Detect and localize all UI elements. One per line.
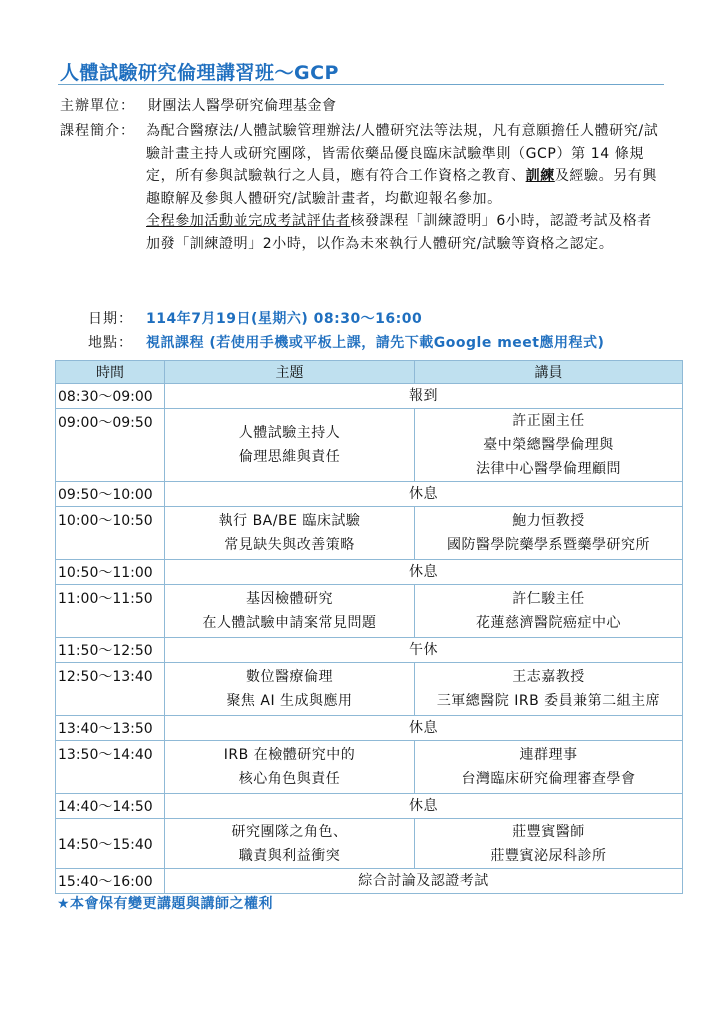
time-cell: 09:50～10:00 <box>56 482 165 507</box>
time-cell: 10:50～11:00 <box>56 560 165 585</box>
header-time: 時間 <box>56 361 165 384</box>
location-label: 地點： <box>88 335 133 351</box>
intro-p2-b: 核發課程「訓練證明」6小時，認證考試及格者加發「訓練證明」2小時，以作為未來執行人體研究/試驗等資格之認定。 <box>146 213 652 252</box>
intro-paragraph-2 <box>146 210 666 255</box>
time-cell: 11:00～11:50 <box>56 585 165 638</box>
speaker-line: 許正園主任 <box>512 413 585 429</box>
table-row <box>56 741 683 794</box>
organizer-value: 財團法人醫學研究倫理基金會 <box>148 98 337 114</box>
disclaimer-note: ★本會保有變更講題與講師之權利 <box>57 896 274 912</box>
table-row <box>56 819 683 869</box>
topic-line: 人體試驗主持人 <box>238 425 341 441</box>
intro-label: 課程簡介： <box>60 123 135 139</box>
topic-line: 研究團隊之角色、 <box>231 823 348 840</box>
intro-p1-a: 為配合醫療法/人體試驗管理辦法/人體研究法等法規，凡有意願擔任人體研究/試驗計畫主持人或研究團隊，皆需依藥品優良臨床試驗準則（GCP）第 14 條規定，所有參與試驗執行之人員，應有符合工作資格之教育、 <box>146 123 659 184</box>
intro-p2-underlined: 全程參加活動並完成考試評估者 <box>146 213 351 229</box>
span-cell: 休息 <box>165 482 683 507</box>
topic-cell <box>165 741 415 794</box>
header-topic: 主題 <box>165 361 415 384</box>
speaker-cell <box>415 409 683 482</box>
topic-cell <box>165 819 415 869</box>
speaker-line: 許仁駿主任 <box>512 591 585 607</box>
schedule-table <box>55 360 683 894</box>
time-cell: 13:50～14:40 <box>56 741 165 794</box>
table-row <box>56 409 683 482</box>
span-cell: 休息 <box>165 794 683 819</box>
time-cell: 14:40～14:50 <box>56 794 165 819</box>
topic-cell <box>165 507 415 560</box>
span-cell: 午休 <box>165 638 683 663</box>
span-cell: 綜合討論及認證考試 <box>165 869 683 894</box>
location-row <box>88 332 604 354</box>
topic-line: 核心角色與責任 <box>238 771 341 787</box>
time-cell: 10:00～10:50 <box>56 507 165 560</box>
table-row <box>56 869 683 894</box>
topic-line: 倫理思維與責任 <box>238 449 341 465</box>
topic-line: 數位醫療倫理 <box>246 669 333 685</box>
speaker-line: 花蓮慈濟醫院癌症中心 <box>476 615 621 631</box>
intro-text <box>146 120 666 255</box>
intro-p1-emphasis: 訓練 <box>525 168 555 184</box>
table-row <box>56 663 683 716</box>
table-row <box>56 507 683 560</box>
date-value: 114年7月19日(星期六) 08:30～16:00 <box>146 311 423 327</box>
speaker-line: 臺中榮總醫學倫理與 <box>483 437 614 453</box>
span-cell: 休息 <box>165 560 683 585</box>
speaker-cell <box>415 819 683 869</box>
speaker-line: 台灣臨床研究倫理審查學會 <box>461 771 636 787</box>
speaker-cell <box>415 663 683 716</box>
speaker-line: 王志嘉教授 <box>512 669 585 685</box>
speaker-cell <box>415 741 683 794</box>
table-row <box>56 560 683 585</box>
table-row <box>56 794 683 819</box>
location-value: 視訊課程 (若使用手機或平板上課，請先下載Google meet應用程式) <box>146 335 605 351</box>
speaker-cell <box>415 585 683 638</box>
table-row <box>56 482 683 507</box>
page-title: 人體試驗研究倫理講習班～GCP <box>60 62 339 84</box>
title-divider <box>58 84 664 85</box>
topic-line: 執行 BA/BE 臨床試驗 <box>218 513 361 529</box>
topic-line: 聚焦 AI 生成與應用 <box>226 693 353 709</box>
table-row <box>56 384 683 409</box>
speaker-line: 三軍總醫院 IRB 委員兼第二組主席 <box>436 693 661 709</box>
organizer-label: 主辦單位： <box>60 98 135 114</box>
span-cell: 報到 <box>165 384 683 409</box>
time-cell: 09:00～09:50 <box>56 409 165 482</box>
speaker-line: 莊豐賓泌尿科診所 <box>490 847 607 864</box>
intro-p1-c: 及經驗。另有興趣瞭解及參與人體研究/試驗計畫者，均歡迎報名參加。 <box>146 168 658 207</box>
topic-line: 職責與利益衝突 <box>238 847 341 864</box>
table-row <box>56 638 683 663</box>
topic-line: 基因檢體研究 <box>246 591 333 607</box>
speaker-line: 國防醫學院藥學系暨藥學研究所 <box>447 537 650 553</box>
speaker-line: 連群理事 <box>519 747 578 763</box>
time-cell: 15:40～16:00 <box>56 869 165 894</box>
time-cell: 08:30～09:00 <box>56 384 165 409</box>
topic-line: IRB 在檢體研究中的 <box>223 747 356 763</box>
time-cell: 13:40～13:50 <box>56 716 165 741</box>
intro-label-row <box>60 120 148 142</box>
date-row <box>88 308 422 330</box>
speaker-cell <box>415 507 683 560</box>
speaker-line: 法律中心醫學倫理顧問 <box>476 461 621 477</box>
intro-paragraph-1 <box>146 120 666 210</box>
table-row <box>56 716 683 741</box>
topic-cell <box>165 585 415 638</box>
table-row <box>56 585 683 638</box>
topic-line: 常見缺失與改善策略 <box>224 537 355 553</box>
time-cell: 12:50～13:40 <box>56 663 165 716</box>
topic-line: 在人體試驗申請案常見問題 <box>202 615 377 631</box>
span-cell: 休息 <box>165 716 683 741</box>
speaker-line: 鮑力恒教授 <box>512 513 585 529</box>
header-speaker: 講員 <box>415 361 683 384</box>
time-cell: 11:50～12:50 <box>56 638 165 663</box>
time-cell: 14:50～15:40 <box>56 819 165 869</box>
date-label: 日期： <box>88 311 133 327</box>
organizer-row <box>60 95 337 117</box>
topic-cell <box>165 409 415 482</box>
topic-cell <box>165 663 415 716</box>
speaker-line: 莊豐賓醫師 <box>512 823 585 840</box>
